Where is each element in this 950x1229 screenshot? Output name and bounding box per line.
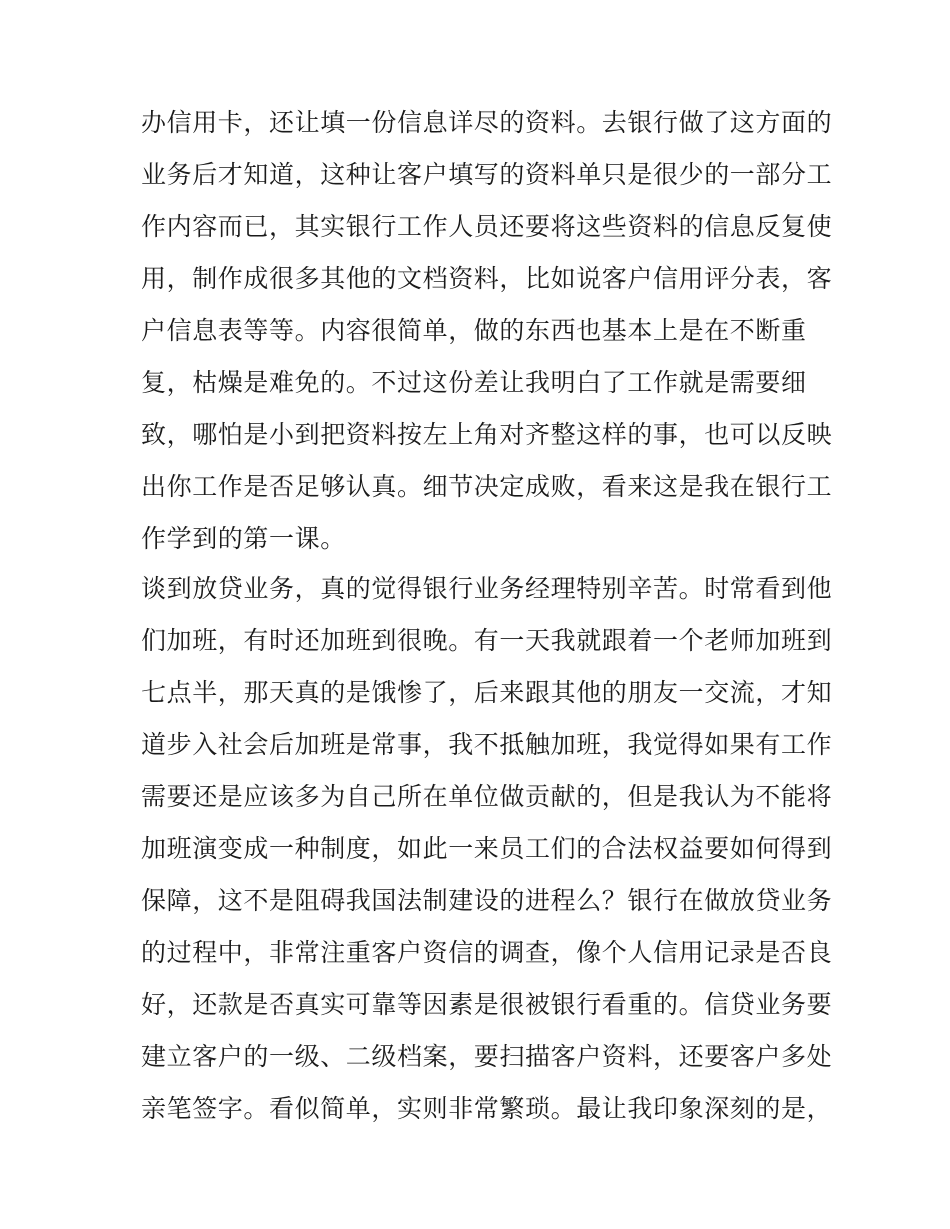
text-line: 复，枯燥是难免的。不过这份差让我明白了工作就是需要细	[141, 368, 807, 397]
text-line: 用，制作成很多其他的文档资料，比如说客户信用评分表，客	[141, 264, 833, 293]
text-line: 的过程中，非常注重客户资信的调查，像个人信用记录是否良	[141, 938, 833, 967]
text-line: 道步入社会后加班是常事，我不抵触加班，我觉得如果有工作	[141, 730, 833, 759]
text-line: 保障，这不是阻碍我国法制建设的进程么？银行在做放贷业务	[141, 886, 833, 915]
text-line: 作内容而已，其实银行工作人员还要将这些资料的信息反复使	[141, 212, 833, 241]
text-line: 作学到的第一课。	[141, 524, 346, 553]
text-line: 谈到放贷业务，真的觉得银行业务经理特别辛苦。时常看到他	[141, 574, 833, 603]
text-line: 办信用卡，还让填一份信息详尽的资料。去银行做了这方面的	[141, 108, 833, 137]
text-line: 建立客户的一级、二级档案，要扫描客户资料，还要客户多处	[141, 1042, 833, 1071]
text-line: 们加班，有时还加班到很晚。有一天我就跟着一个老师加班到	[141, 626, 833, 655]
text-line: 好，还款是否真实可靠等因素是很被银行看重的。信贷业务要	[141, 990, 833, 1019]
text-line: 七点半，那天真的是饿惨了，后来跟其他的朋友一交流，才知	[141, 678, 833, 707]
text-line: 需要还是应该多为自己所在单位做贡献的，但是我认为不能将	[141, 782, 833, 811]
text-line: 业务后才知道，这种让客户填写的资料单只是很少的一部分工	[141, 160, 833, 189]
text-line: 户信息表等等。内容很简单，做的东西也基本上是在不断重	[141, 316, 807, 345]
text-line: 出你工作是否足够认真。细节决定成败，看来这是我在银行工	[141, 472, 833, 501]
text-line: 亲笔签字。看似简单，实则非常繁琐。最让我印象深刻的是，	[141, 1094, 833, 1123]
text-line: 加班演变成一种制度，如此一来员工们的合法权益要如何得到	[141, 834, 833, 863]
text-line: 致，哪怕是小到把资料按左上角对齐整这样的事，也可以反映	[141, 420, 833, 449]
